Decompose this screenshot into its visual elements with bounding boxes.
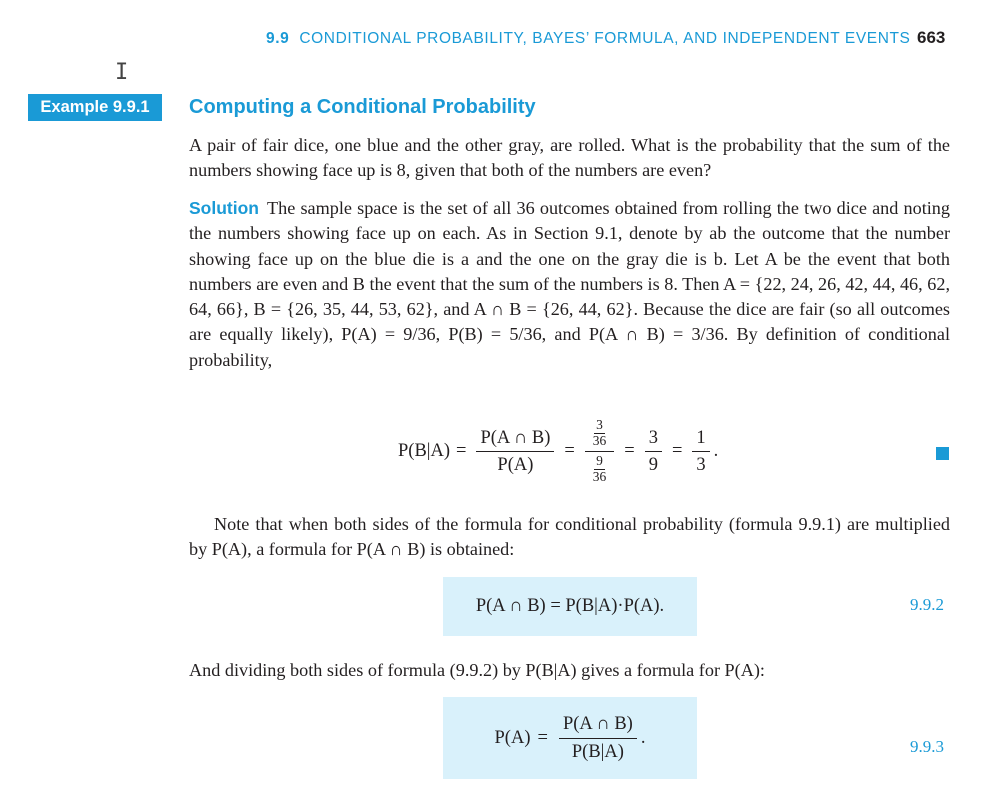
solution-label: Solution xyxy=(189,198,259,218)
problem-paragraph: A pair of fair dice, one blue and the other gray, are rolled. What is the probability that the sum of the numbers showing face up is 8, given that both of the numbers are even? xyxy=(189,135,950,181)
eq-equals: = xyxy=(564,440,575,461)
formula-box-9-9-3 xyxy=(443,697,697,779)
note-paragraph: Note that when both sides of the formula for conditional probability (formula 9.9.1) are multiplied by P(A), a formula for P(A ∩ B) is obtained: xyxy=(189,514,950,560)
formula-993-equals: = xyxy=(537,727,548,748)
text-cursor-icon: I xyxy=(115,60,129,85)
formula-box-9-9-2 xyxy=(443,577,697,636)
eq-compound-fraction: $\frac{\frac{3}{36}}{\frac{9}{36}}$ xyxy=(585,418,615,484)
formula-number-9-9-3: 9.9.3 xyxy=(910,737,944,756)
running-header xyxy=(266,30,911,48)
formula-9-9-2: P(A ∩ B) = P(B|A)·P(A). xyxy=(475,596,665,616)
page-number: 663 xyxy=(917,28,946,47)
conditional-probability-equation xyxy=(398,418,718,484)
eq-fraction-1: $\frac{P(A \cap B)}{P(A)}$ xyxy=(476,427,554,476)
solution-text: The sample space is the set of all 36 outcomes obtained from rolling the two dice and noting the numbers showing face up on each. As in Section 9.1, denote by ab the outcome that the number showing face up on the blue die is a and the one on the gray die is b. Let A be the event that both numbers are even and B the event that the sum of the numbers is 8. Then A = {22, 24, 26, 42, 44, 46, 62, 64, 66}, B = {26, 35, 44, 53, 62}, and A ∩ B = {26, 44, 62}. Because the dice are fair (so all outcomes are equally likely), P(A) = 9/36, P(B) = 5/36, and P(A ∩ B) = 3/36. By definition of conditional probability, xyxy=(189,198,950,370)
formula-993-fraction: $\frac{P(A \cap B)}{P(B|A)}$ xyxy=(559,713,637,762)
section-title: CONDITIONAL PROBABILITY, BAYES’ FORMULA, AND INDEPENDENT EVENTS xyxy=(299,30,911,47)
eq-equals: = xyxy=(624,440,635,461)
eq-period: . xyxy=(713,440,719,461)
dividing-paragraph: And dividing both sides of formula (9.9.2) by P(B|A) gives a formula for P(A): xyxy=(189,660,765,680)
eq-fraction-4: $\frac{1}{3}$ xyxy=(692,427,709,476)
formula-993-period: . xyxy=(640,727,646,748)
eq-equals: = xyxy=(671,440,683,461)
eq-equals: = xyxy=(456,440,467,461)
solution-paragraph xyxy=(189,196,950,373)
eq-lhs: P(B|A) xyxy=(398,440,451,461)
end-of-example-marker xyxy=(936,447,949,460)
formula-993-lhs: P(A) xyxy=(494,727,531,748)
example-label: Example 9.9.1 xyxy=(28,94,162,121)
formula-number-9-9-2: 9.9.2 xyxy=(910,595,944,614)
eq-fraction-3: $\frac{3}{9}$ xyxy=(645,427,662,476)
example-title: Computing a Conditional Probability xyxy=(189,96,536,118)
section-number: 9.9 xyxy=(266,30,290,47)
